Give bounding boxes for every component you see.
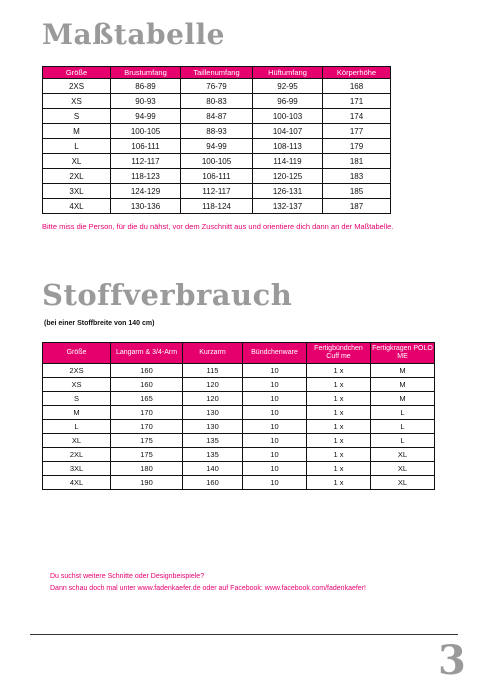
table-cell: 1 x bbox=[307, 406, 371, 420]
table-row bbox=[43, 406, 435, 420]
table-cell: 120 bbox=[183, 392, 243, 406]
table-cell: XS bbox=[43, 94, 111, 109]
table-cell: L bbox=[43, 420, 111, 434]
table-cell: 10 bbox=[243, 378, 307, 392]
table-cell: 126-131 bbox=[253, 184, 323, 199]
table-cell: 10 bbox=[243, 462, 307, 476]
table-cell: 10 bbox=[243, 406, 307, 420]
table-cell: 3XL bbox=[43, 462, 111, 476]
column-header: Taillenumfang bbox=[181, 67, 253, 79]
column-header: Hüftumfang bbox=[253, 67, 323, 79]
table-cell: 160 bbox=[111, 364, 183, 378]
table-cell: 2XS bbox=[43, 364, 111, 378]
column-header: Fertigkragen POLO ME bbox=[371, 343, 435, 364]
column-header: Größe bbox=[43, 67, 111, 79]
table-cell: 1 x bbox=[307, 448, 371, 462]
column-header: Fertigbündchen Cuff me bbox=[307, 343, 371, 364]
table-cell: 2XL bbox=[43, 169, 111, 184]
table-cell: 171 bbox=[323, 94, 391, 109]
table-cell: 118-124 bbox=[181, 199, 253, 214]
table-row bbox=[43, 169, 391, 184]
table-cell: 1 x bbox=[307, 364, 371, 378]
table-cell: 1 x bbox=[307, 392, 371, 406]
size-chart-title: Maßtabelle bbox=[42, 18, 225, 51]
table-cell: M bbox=[43, 124, 111, 139]
table-cell: 10 bbox=[243, 476, 307, 490]
table-cell: 183 bbox=[323, 169, 391, 184]
table-cell: 118-123 bbox=[111, 169, 181, 184]
table-cell: 135 bbox=[183, 434, 243, 448]
table-cell: XL bbox=[371, 448, 435, 462]
table-cell: 179 bbox=[323, 139, 391, 154]
table-cell: 168 bbox=[323, 79, 391, 94]
table-cell: 100-103 bbox=[253, 109, 323, 124]
table-cell: 181 bbox=[323, 154, 391, 169]
table-cell: 2XL bbox=[43, 448, 111, 462]
table-cell: 100-105 bbox=[111, 124, 181, 139]
table-header-row bbox=[43, 67, 391, 79]
table-row bbox=[43, 434, 435, 448]
column-header: Kurzarm bbox=[183, 343, 243, 364]
table-row bbox=[43, 378, 435, 392]
table-cell: 80-83 bbox=[181, 94, 253, 109]
table-cell: 76-79 bbox=[181, 79, 253, 94]
table-cell: 185 bbox=[323, 184, 391, 199]
table-row bbox=[43, 184, 391, 199]
table-row bbox=[43, 476, 435, 490]
table-cell: 175 bbox=[111, 434, 183, 448]
table-cell: 104-107 bbox=[253, 124, 323, 139]
table-cell: 135 bbox=[183, 448, 243, 462]
table-cell: 130-136 bbox=[111, 199, 181, 214]
table-row bbox=[43, 79, 391, 94]
table-cell: 10 bbox=[243, 392, 307, 406]
table-cell: 170 bbox=[111, 406, 183, 420]
measure-note: Bitte miss die Person, für die du nähst, vor dem Zuschnitt aus und orientiere dich dann an der Maßtabelle. bbox=[42, 222, 394, 231]
table-cell: 190 bbox=[111, 476, 183, 490]
table-cell: 84-87 bbox=[181, 109, 253, 124]
table-cell: 170 bbox=[111, 420, 183, 434]
table-row bbox=[43, 154, 391, 169]
table-cell: 108-113 bbox=[253, 139, 323, 154]
table-cell: L bbox=[43, 139, 111, 154]
fabric-title: Stoffverbrauch bbox=[42, 278, 293, 312]
table-cell: 124-129 bbox=[111, 184, 181, 199]
table-cell: 120-125 bbox=[253, 169, 323, 184]
column-header: Bündchenware bbox=[243, 343, 307, 364]
table-cell: 187 bbox=[323, 199, 391, 214]
table-cell: 1 x bbox=[307, 462, 371, 476]
table-cell: XL bbox=[43, 434, 111, 448]
table-cell: S bbox=[43, 392, 111, 406]
table-cell: 175 bbox=[111, 448, 183, 462]
table-cell: 94-99 bbox=[181, 139, 253, 154]
table-cell: M bbox=[43, 406, 111, 420]
table-cell: 160 bbox=[183, 476, 243, 490]
column-header: Körperhöhe bbox=[323, 67, 391, 79]
table-row bbox=[43, 199, 391, 214]
table-cell: M bbox=[371, 392, 435, 406]
table-cell: 4XL bbox=[43, 476, 111, 490]
table-cell: 106-111 bbox=[181, 169, 253, 184]
table-cell: 3XL bbox=[43, 184, 111, 199]
table-cell: 140 bbox=[183, 462, 243, 476]
table-cell: 106-111 bbox=[111, 139, 181, 154]
table-cell: 112-117 bbox=[181, 184, 253, 199]
table-cell: 86-89 bbox=[111, 79, 181, 94]
table-cell: 115 bbox=[183, 364, 243, 378]
table-cell: 112-117 bbox=[111, 154, 181, 169]
table-cell: 4XL bbox=[43, 199, 111, 214]
column-header: Brustumfang bbox=[111, 67, 181, 79]
table-cell: M bbox=[371, 378, 435, 392]
table-cell: 1 x bbox=[307, 476, 371, 490]
table-cell: 10 bbox=[243, 364, 307, 378]
table-cell: 10 bbox=[243, 434, 307, 448]
table-cell: 160 bbox=[111, 378, 183, 392]
footer-line-1: Du suchst weitere Schnitte oder Designbeispiele? bbox=[50, 573, 205, 580]
table-cell: 1 x bbox=[307, 420, 371, 434]
table-cell: 174 bbox=[323, 109, 391, 124]
table-row bbox=[43, 420, 435, 434]
table-cell: XL bbox=[371, 476, 435, 490]
table-cell: L bbox=[371, 434, 435, 448]
table-row bbox=[43, 124, 391, 139]
table-cell: 2XS bbox=[43, 79, 111, 94]
table-cell: 94-99 bbox=[111, 109, 181, 124]
table-header-row bbox=[43, 343, 435, 364]
table-cell: 1 x bbox=[307, 378, 371, 392]
table-cell: 130 bbox=[183, 406, 243, 420]
table-cell: 10 bbox=[243, 448, 307, 462]
table-cell: XS bbox=[43, 378, 111, 392]
table-cell: 177 bbox=[323, 124, 391, 139]
table-cell: 114-119 bbox=[253, 154, 323, 169]
table-row bbox=[43, 392, 435, 406]
table-cell: L bbox=[371, 406, 435, 420]
table-row bbox=[43, 94, 391, 109]
table-cell: M bbox=[371, 364, 435, 378]
table-cell: 92-95 bbox=[253, 79, 323, 94]
table-row bbox=[43, 448, 435, 462]
table-cell: 165 bbox=[111, 392, 183, 406]
table-row bbox=[43, 462, 435, 476]
table-cell: 130 bbox=[183, 420, 243, 434]
table-cell: S bbox=[43, 109, 111, 124]
table-cell: 180 bbox=[111, 462, 183, 476]
table-cell: 88-93 bbox=[181, 124, 253, 139]
table-cell: 96-99 bbox=[253, 94, 323, 109]
table-cell: 132-137 bbox=[253, 199, 323, 214]
table-cell: XL bbox=[43, 154, 111, 169]
size-chart-table bbox=[42, 66, 391, 214]
page-number: 3 bbox=[438, 637, 466, 684]
table-cell: 100-105 bbox=[181, 154, 253, 169]
column-header: Größe bbox=[43, 343, 111, 364]
table-row bbox=[43, 139, 391, 154]
table-row bbox=[43, 364, 435, 378]
fabric-width-note: (bei einer Stoffbreite von 140 cm) bbox=[44, 320, 155, 327]
footer-divider bbox=[30, 634, 458, 635]
column-header: Langarm & 3/4-Arm bbox=[111, 343, 183, 364]
table-cell: 120 bbox=[183, 378, 243, 392]
table-cell: XL bbox=[371, 462, 435, 476]
table-row bbox=[43, 109, 391, 124]
table-cell: L bbox=[371, 420, 435, 434]
fabric-table bbox=[42, 342, 435, 490]
table-cell: 1 x bbox=[307, 434, 371, 448]
table-cell: 10 bbox=[243, 420, 307, 434]
table-cell: 90-93 bbox=[111, 94, 181, 109]
footer-line-2: Dann schau doch mal unter www.fadenkaefer.de oder auf Facebook: www.facebook.com/fadenkaefer! bbox=[50, 585, 366, 592]
